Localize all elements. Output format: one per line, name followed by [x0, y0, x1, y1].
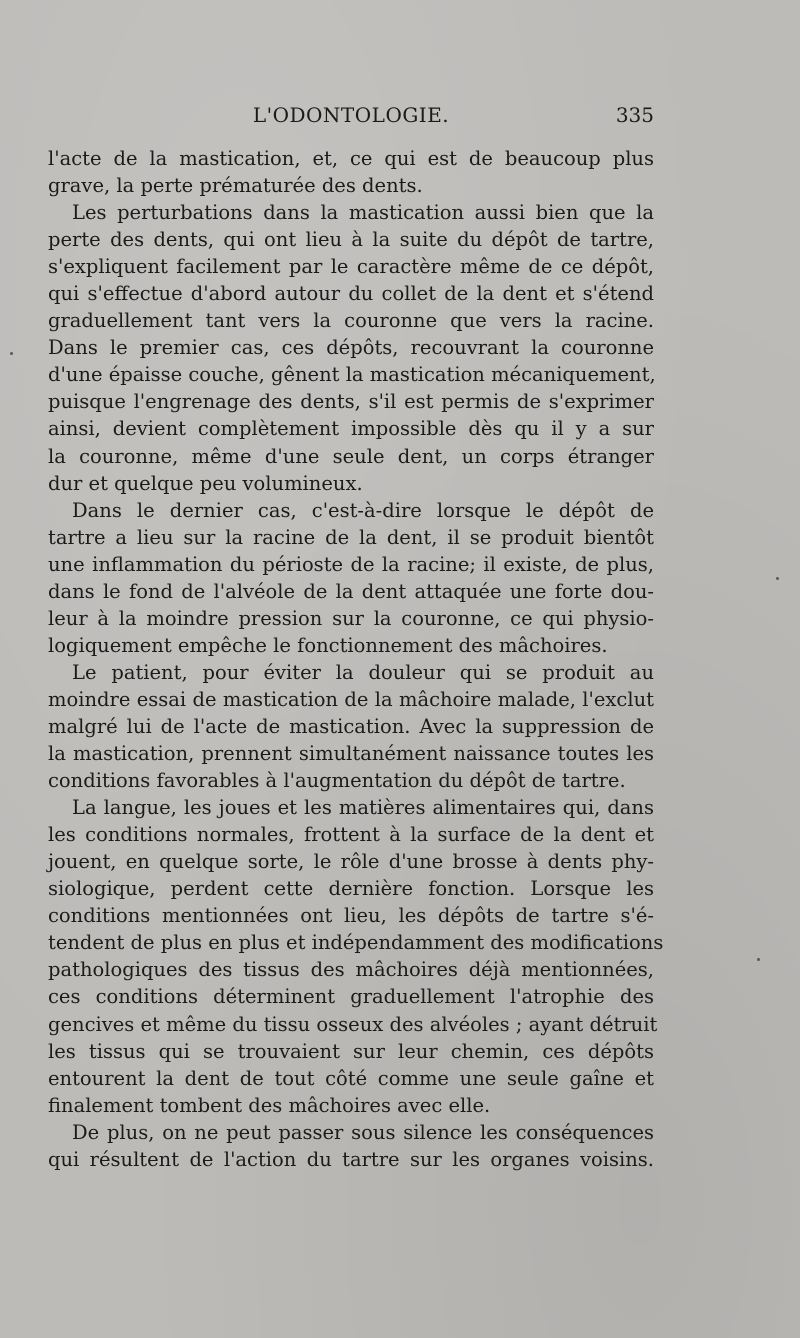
text-line: d'une épaisse couche, gênent la mastication mécaniquement,: [48, 363, 656, 387]
text-line: malgré lui de l'acte de mastication. Avec la suppression de: [48, 714, 654, 738]
text-line: finalement tombent des mâchoires avec elle.: [48, 1093, 491, 1117]
text-line: moindre essai de mastication de la mâchoire malade, l'exclut: [48, 687, 654, 711]
text-line: la mastication, prennent simultanément naissance toutes les: [48, 742, 654, 766]
text-line: Le patient, pour éviter la douleur qui se produit au: [72, 660, 654, 684]
text-line: les conditions normales, frottent à la surface de la dent et: [48, 823, 654, 847]
text-line: conditions mentionnées ont lieu, les dépôts de tartre s'é-: [48, 904, 654, 928]
text-line: tendent de plus en plus et indépendamment des modifications: [48, 931, 664, 955]
running-title: L'ODONTOLOGIE.: [252, 103, 450, 127]
text-line: ainsi, devient complètement impossible dès qu il y a sur: [48, 417, 654, 441]
text-line: La langue, les joues et les matières alimentaires qui, dans: [72, 796, 654, 820]
paper-speck: [757, 958, 760, 961]
text-line: les tissus qui se trouvaient sur leur chemin, ces dépôts: [48, 1039, 654, 1063]
text-line: dur et quelque peu volumineux.: [48, 471, 363, 495]
text-line: qui s'effectue d'abord autour du collet de la dent et s'étend: [48, 282, 654, 306]
body-text: [48, 145, 664, 1173]
paragraph: [48, 497, 654, 659]
text-line: perte des dents, qui ont lieu à la suite du dépôt de tartre,: [48, 228, 654, 252]
text-line: ces conditions déterminent graduellement l'atrophie des: [48, 985, 654, 1009]
paragraph: [48, 1119, 654, 1173]
text-line: pathologiques des tissus des mâchoires déjà mentionnées,: [48, 958, 654, 982]
paragraph: [48, 794, 664, 1119]
text-line: Les perturbations dans la mastication aussi bien que la: [72, 201, 654, 225]
page-number: 335: [615, 103, 654, 127]
text-line: une inflammation du périoste de la racine; il existe, de plus,: [48, 552, 654, 576]
running-header: [48, 103, 654, 129]
paragraph: [48, 199, 654, 497]
text-line: l'acte de la mastication, et, ce qui est de beaucoup plus: [48, 147, 654, 170]
text-line: jouent, en quelque sorte, le rôle d'une brosse à dents phy-: [48, 850, 654, 874]
text-line: logiquement empêche le fonctionnement des mâchoires.: [48, 633, 608, 657]
text-line: Dans le dernier cas, c'est-à-dire lorsque le dépôt de: [72, 498, 654, 522]
text-line: Dans le premier cas, ces dépôts, recouvrant la couronne: [48, 336, 654, 360]
text-line: puisque l'engrenage des dents, s'il est permis de s'exprimer: [48, 390, 654, 414]
text-line: gencives et même du tissu osseux des alvéoles ; ayant détruit: [48, 1012, 658, 1036]
text-line: s'expliquent facilement par le caractère même de ce dépôt,: [48, 255, 654, 279]
text-line: tartre a lieu sur la racine de la dent, il se produit bientôt: [48, 525, 654, 549]
text-line: conditions favorables à l'augmentation du dépôt de tartre.: [48, 769, 626, 793]
paper-speck: [776, 577, 779, 580]
text-line: la couronne, même d'une seule dent, un corps étranger: [48, 444, 654, 468]
text-line: grave, la perte prématurée des dents.: [48, 174, 423, 198]
text-line: De plus, on ne peut passer sous silence les conséquences: [72, 1120, 654, 1144]
paragraph: [48, 659, 654, 794]
text-line: siologique, perdent cette dernière fonction. Lorsque les: [48, 877, 654, 901]
text-line: entourent la dent de tout côté comme une seule gaîne et: [48, 1066, 654, 1090]
paper-speck: [10, 352, 13, 355]
text-line: graduellement tant vers la couronne que vers la racine.: [48, 309, 654, 333]
paragraph: [48, 145, 654, 199]
text-line: dans le fond de l'alvéole de la dent attaquée une forte dou-: [48, 579, 654, 603]
text-line: leur à la moindre pression sur la couronne, ce qui physio-: [48, 606, 654, 630]
text-line: qui résultent de l'action du tartre sur les organes voisins.: [48, 1147, 654, 1171]
